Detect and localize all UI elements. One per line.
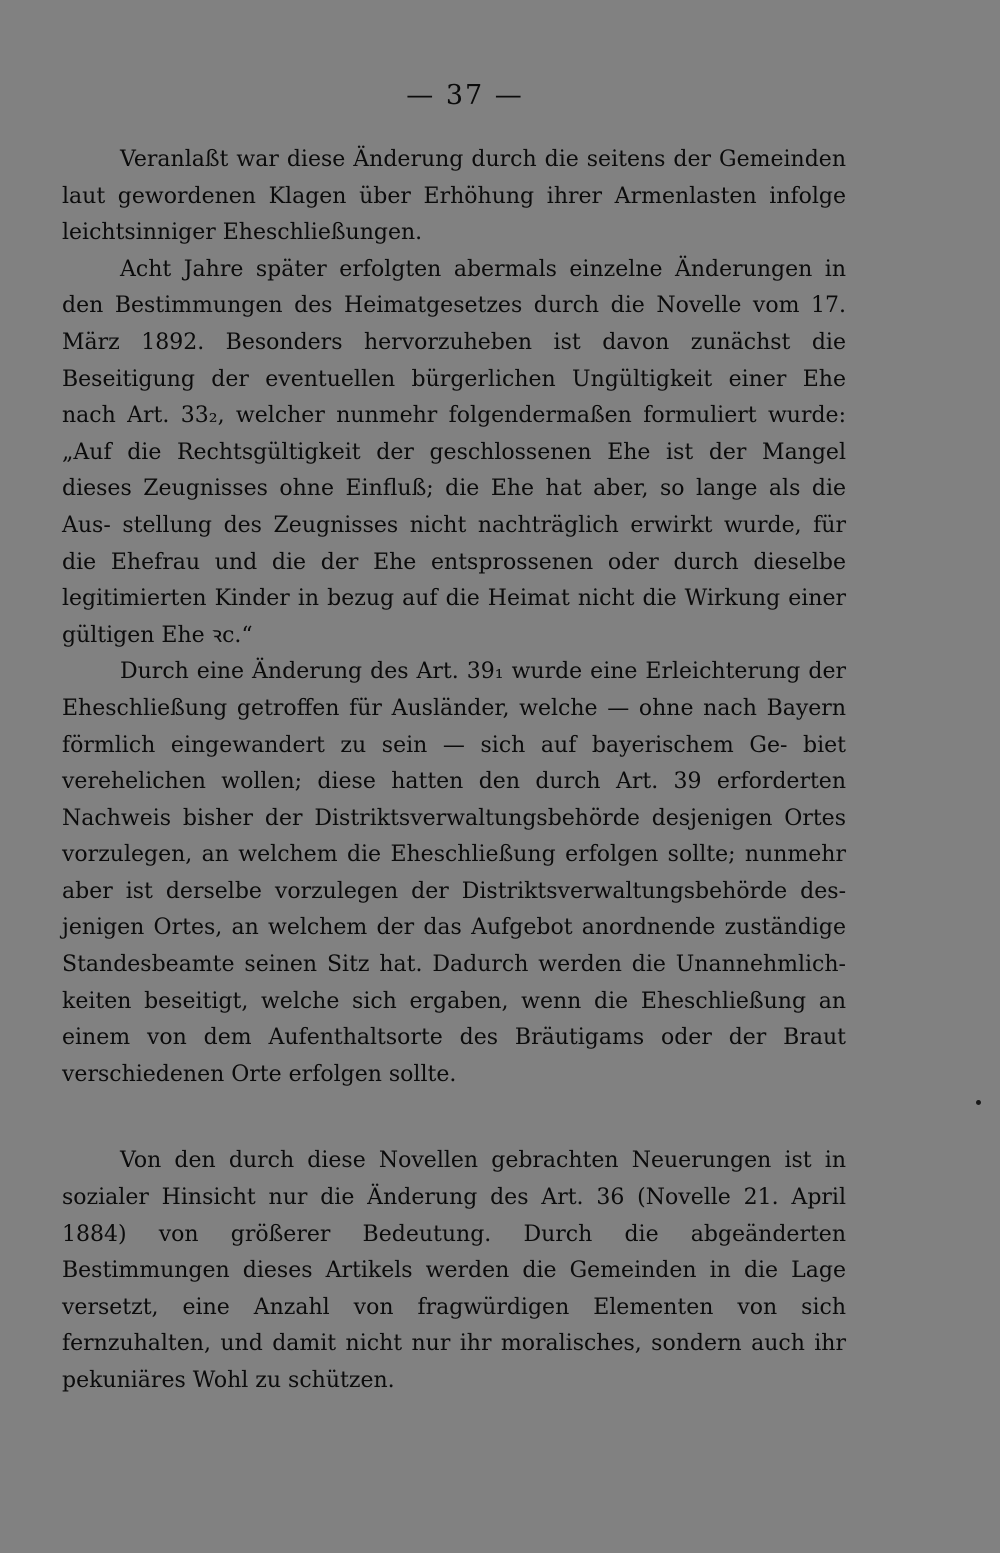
body-text	[62, 142, 846, 1400]
ink-speck	[976, 1100, 981, 1105]
paragraph-1: Veranlaßt war diese Änderung durch die seitens der Gemeinden laut gewordenen Klagen über Erhöhung ihrer Armenlasten infolge leichtsinniger Eheschließungen.	[62, 147, 846, 246]
paragraph-4: Von den durch diese Novellen gebrachten Neuerungen ist in sozialer Hinsicht nur die Änderung des Art. 36 (Novelle 21. April 1884) von größerer Bedeutung. Durch die abgeänderten Bestimmungen dieses Artikels werden die Gemeinden in die Lage versetzt, eine Anzahl von fragwürdigen Elementen von sich fernzuhalten, und damit nicht nur ihr moralisches, sondern auch ihr pekuniäres Wohl zu schützen.	[62, 1148, 846, 1393]
page-number: — 37 —	[406, 80, 524, 111]
paragraph-3: Durch eine Änderung des Art. 39₁ wurde eine Erleichterung der Eheschließung getroffen für Ausländer, welche — ohne nach Bayern förmlich eingewandert zu sein — sich auf bayerischem Ge- biet verehelichen wollen; diese hatten den durch Art. 39 erforderten Nachweis bisher der Distriktsverwaltungsbehörde desjenigen Ortes vorzulegen, an welchem die Eheschließung erfolgen sollte; nunmehr aber ist derselbe vorzulegen der Distriktsverwaltungsbehörde des- jenigen Ortes, an welchem der das Aufgebot anordnende zuständige Standesbeamte seinen Sitz hat. Dadurch werden die Unannehmlich- keiten beseitigt, welche sich ergaben, wenn die Eheschließung an einem von dem Aufenthaltsorte des Bräutigams oder der Braut verschiedenen Orte erfolgen sollte.	[62, 659, 846, 1087]
paragraph-2: Acht Jahre später erfolgten abermals einzelne Änderungen in den Bestimmungen des Heimatgesetzes durch die Novelle vom 17. März 1892. Besonders hervorzuheben ist davon zunächst die Beseitigung der eventuellen bürgerlichen Ungültigkeit einer Ehe nach Art. 33₂, welcher nunmehr folgendermaßen formuliert wurde: „Auf die Rechtsgültigkeit der geschlossenen Ehe ist der Mangel dieses Zeugnisses ohne Einfluß; die Ehe hat aber, so lange als die Aus- stellung des Zeugnisses nicht nachträglich erwirkt wurde, für die Ehefrau und die der Ehe entsprossenen oder durch dieselbe legitimierten Kinder in bezug auf die Heimat nicht die Wirkung einer gültigen Ehe ꝛc.“	[62, 256, 846, 648]
